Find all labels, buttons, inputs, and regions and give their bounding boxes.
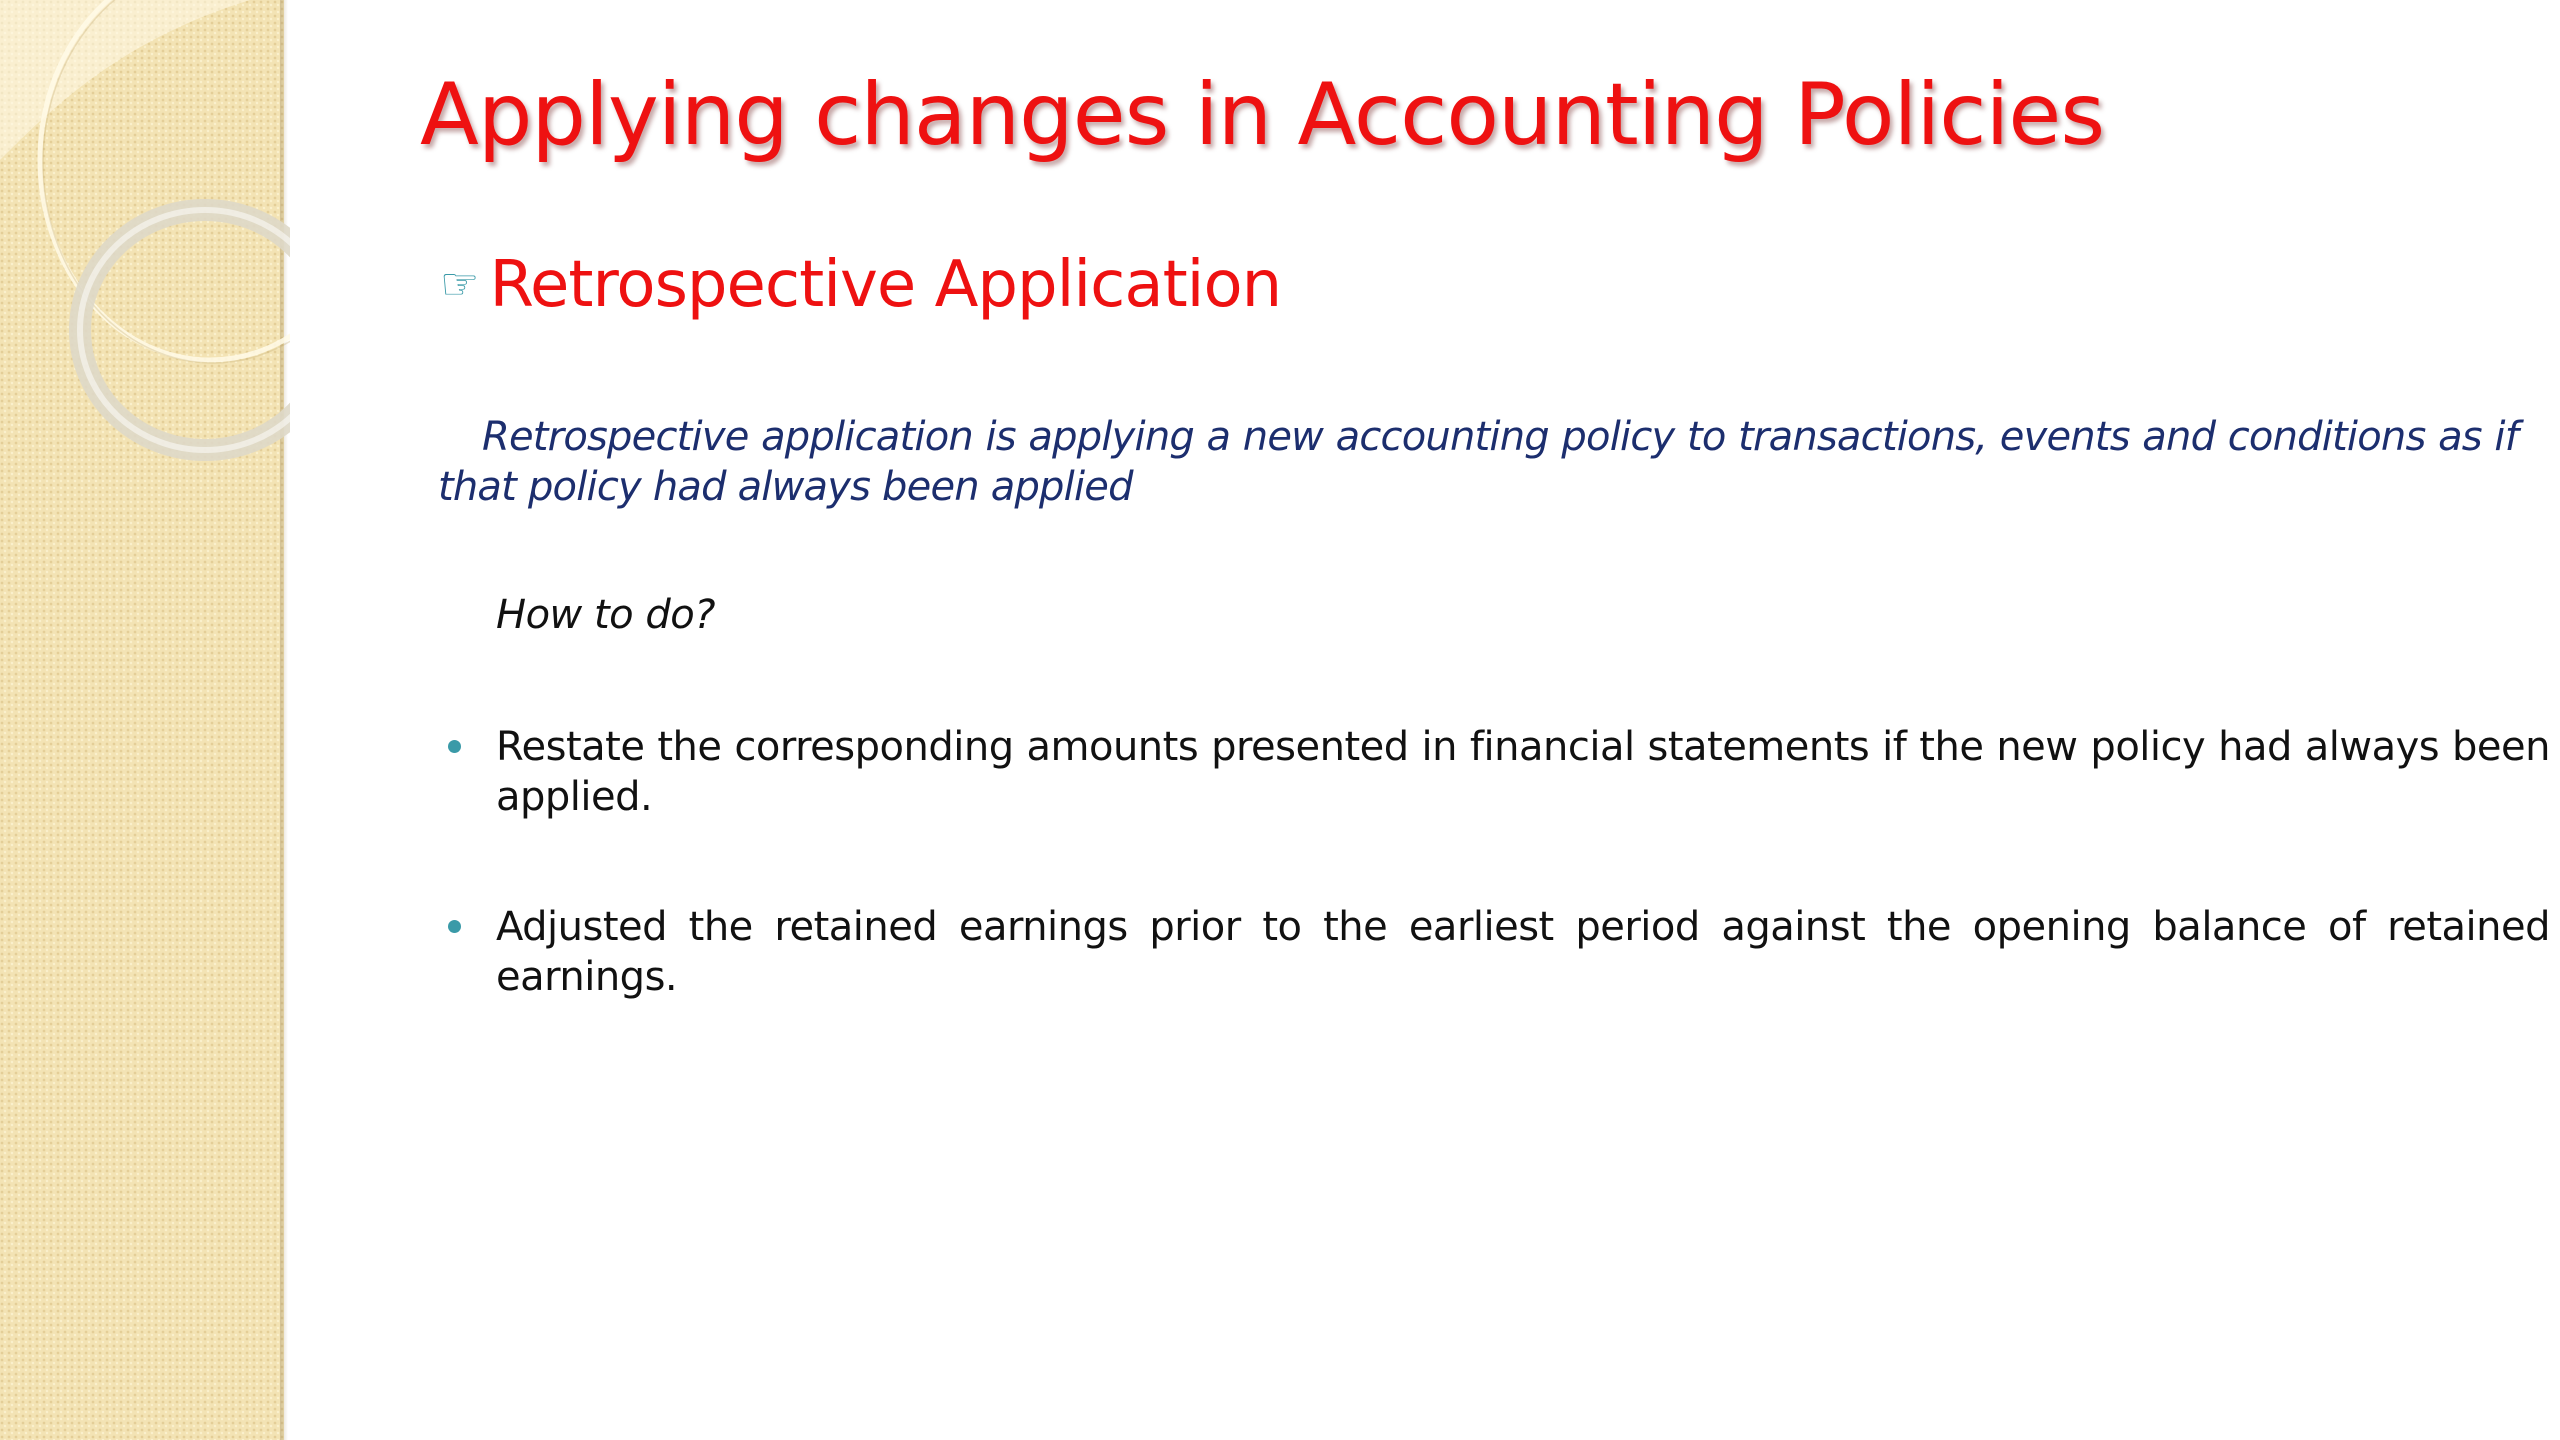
pointing-hand-icon: ☞ — [440, 259, 480, 311]
decorative-rings-icon — [0, 0, 290, 560]
bullet-dot-icon — [448, 920, 461, 933]
bullet-item — [440, 722, 2550, 822]
subheading — [440, 250, 1281, 320]
slide-content — [420, 0, 2550, 1440]
how-to-label: How to do? — [496, 592, 715, 638]
bullet-text: Adjusted the retained earnings prior to the earliest period against the opening balance of retained earnings. — [496, 904, 2550, 1000]
subheading-text: Retrospective Application — [489, 248, 1282, 322]
bullet-item — [440, 902, 2550, 1002]
bullet-dot-icon — [448, 740, 461, 753]
definition-text: Retrospective application is applying a new accounting policy to transactions, events and conditions as if that policy had always been applied — [438, 414, 2518, 510]
bullet-text: Restate the corresponding amounts presented in financial statements if the new policy had always been applied. — [496, 724, 2550, 820]
slide-title: Applying changes in Accounting Policies — [420, 65, 2105, 165]
bullet-list — [440, 722, 2550, 1082]
